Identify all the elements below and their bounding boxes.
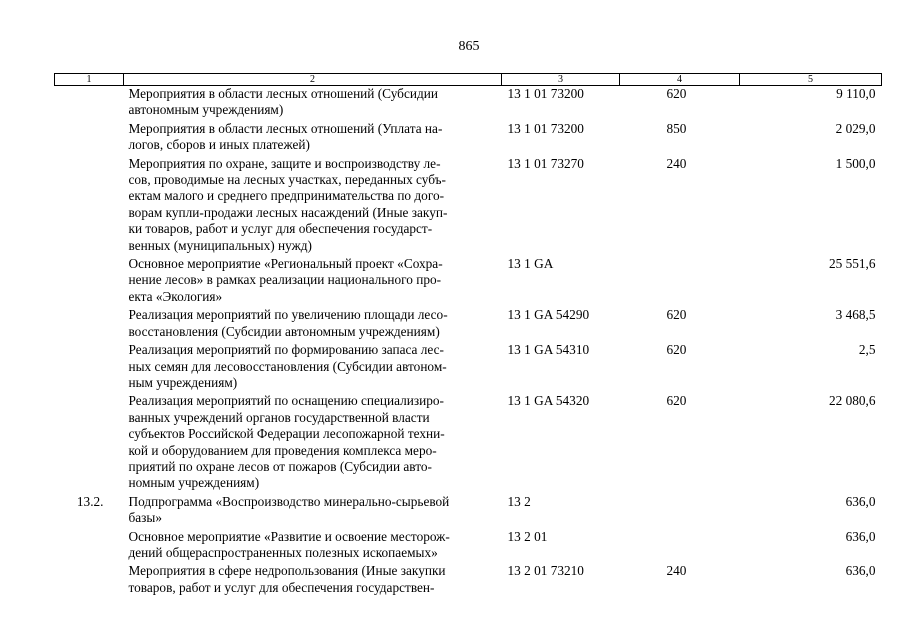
- row-number: [55, 256, 124, 307]
- row-amount: 22 080,6: [828, 393, 876, 409]
- table-row: [55, 393, 882, 493]
- row-amount: 3 468,5: [835, 307, 876, 323]
- table-header: [55, 74, 882, 86]
- row-number: 13.2.: [76, 493, 104, 509]
- table-row: [55, 156, 882, 256]
- row-expense-type: 240: [666, 563, 687, 579]
- row-expense-type: [620, 494, 740, 529]
- row-number: [55, 86, 124, 121]
- row-description: Мероприятия в области лесных отношений (Субсидии автономным учреждениям): [128, 86, 438, 118]
- column-header-3: 3: [502, 74, 620, 86]
- row-amount: 636,0: [845, 528, 876, 544]
- row-amount: 9 110,0: [836, 86, 876, 101]
- column-header-4: 4: [620, 74, 740, 86]
- row-amount: 25 551,6: [828, 256, 876, 272]
- row-budget-code: 13 1 GA: [507, 256, 554, 272]
- row-number: [55, 529, 124, 564]
- column-header-5: 5: [740, 74, 882, 86]
- row-budget-code: 13 2: [507, 493, 531, 509]
- row-number: [55, 121, 124, 156]
- table-row: [55, 256, 882, 307]
- row-expense-type: [620, 256, 740, 307]
- row-budget-code: 13 1 01 73200: [507, 86, 584, 101]
- row-description: Мероприятия в области лесных отношений (Уплата на- логов, сборов и иных платежей): [128, 120, 443, 153]
- row-expense-type: 620: [666, 393, 687, 409]
- row-description: Мероприятия в сфере недропользования (Иные закупки товаров, работ и услуг для обеспечения государствен-: [128, 563, 446, 595]
- row-description: Реализация мероприятий по увеличению площади лесо- восстановления (Субсидии автономным учреждениям): [128, 307, 448, 339]
- column-number-row: [55, 74, 882, 86]
- table-row: [55, 494, 882, 529]
- row-number: [55, 307, 124, 342]
- row-expense-type: 620: [666, 86, 687, 101]
- row-budget-code: 13 1 GA 54290: [507, 307, 590, 323]
- row-description: Основное мероприятие «Региональный проект «Сохра- нение лесов» в рамках реализации национального про- екта «Экология»: [128, 256, 443, 304]
- row-amount: 1 500,0: [835, 155, 876, 171]
- row-budget-code: 13 1 GA 54310: [507, 342, 590, 358]
- row-expense-type: 240: [666, 155, 687, 171]
- row-budget-code: 13 2 01 73210: [507, 563, 584, 579]
- row-number: [55, 563, 124, 598]
- row-amount: 636,0: [845, 563, 876, 579]
- row-budget-code: 13 2 01: [507, 528, 548, 544]
- table-row: [55, 121, 882, 156]
- row-amount: 2,5: [858, 342, 876, 358]
- row-expense-type: 850: [666, 120, 687, 136]
- row-description: Реализация мероприятий по формированию запаса лес- ных семян для лесовосстановления (Субсидии автоном- ным учреждениям): [128, 342, 447, 390]
- row-description: Мероприятия по охране, защите и воспроизводству ле- сов, проводимые на лесных участках, переданных субъ- ектам малого и среднего предпринимательства по дого- ворам купли-продажи лесных насаждений (Иные закуп- ки товаров, работ и услуг для обеспечения государст- венных (муниципальных) нужд): [128, 155, 448, 253]
- budget-table: [54, 73, 882, 598]
- row-budget-code: 13 1 01 73270: [507, 155, 584, 171]
- table-row: [55, 563, 882, 598]
- row-budget-code: 13 1 GA 54320: [507, 393, 590, 409]
- table-row: [55, 86, 882, 121]
- table-row: [55, 342, 882, 393]
- row-description: Основное мероприятие «Развитие и освоение месторож- дений общераспространенных полезных ископаемых»: [128, 528, 450, 560]
- row-expense-type: 620: [666, 307, 687, 323]
- row-expense-type: 620: [666, 342, 687, 358]
- column-header-2: 2: [124, 74, 502, 86]
- row-expense-type: [620, 529, 740, 564]
- table-body: [55, 86, 882, 599]
- page-number: 865: [458, 39, 480, 54]
- row-number: [55, 156, 124, 256]
- row-number: [55, 342, 124, 393]
- column-header-1: 1: [55, 74, 124, 86]
- row-budget-code: 13 1 01 73200: [507, 120, 584, 136]
- row-number: [55, 393, 124, 493]
- row-amount: 636,0: [845, 493, 876, 509]
- table-row: [55, 529, 882, 564]
- row-amount: 2 029,0: [835, 120, 876, 136]
- row-description: Реализация мероприятий по оснащению специализиро- ванных учреждений органов государственной власти субъектов Российской Федерации лесопожарной техни- кой и оборудованием для проведения комплекса меро- приятий по охране лесов от пожаров (Субсидии авто- номным учреждениям): [128, 393, 445, 491]
- table-row: [55, 307, 882, 342]
- row-description: Подпрограмма «Воспроизводство минерально-сырьевой базы»: [128, 493, 450, 526]
